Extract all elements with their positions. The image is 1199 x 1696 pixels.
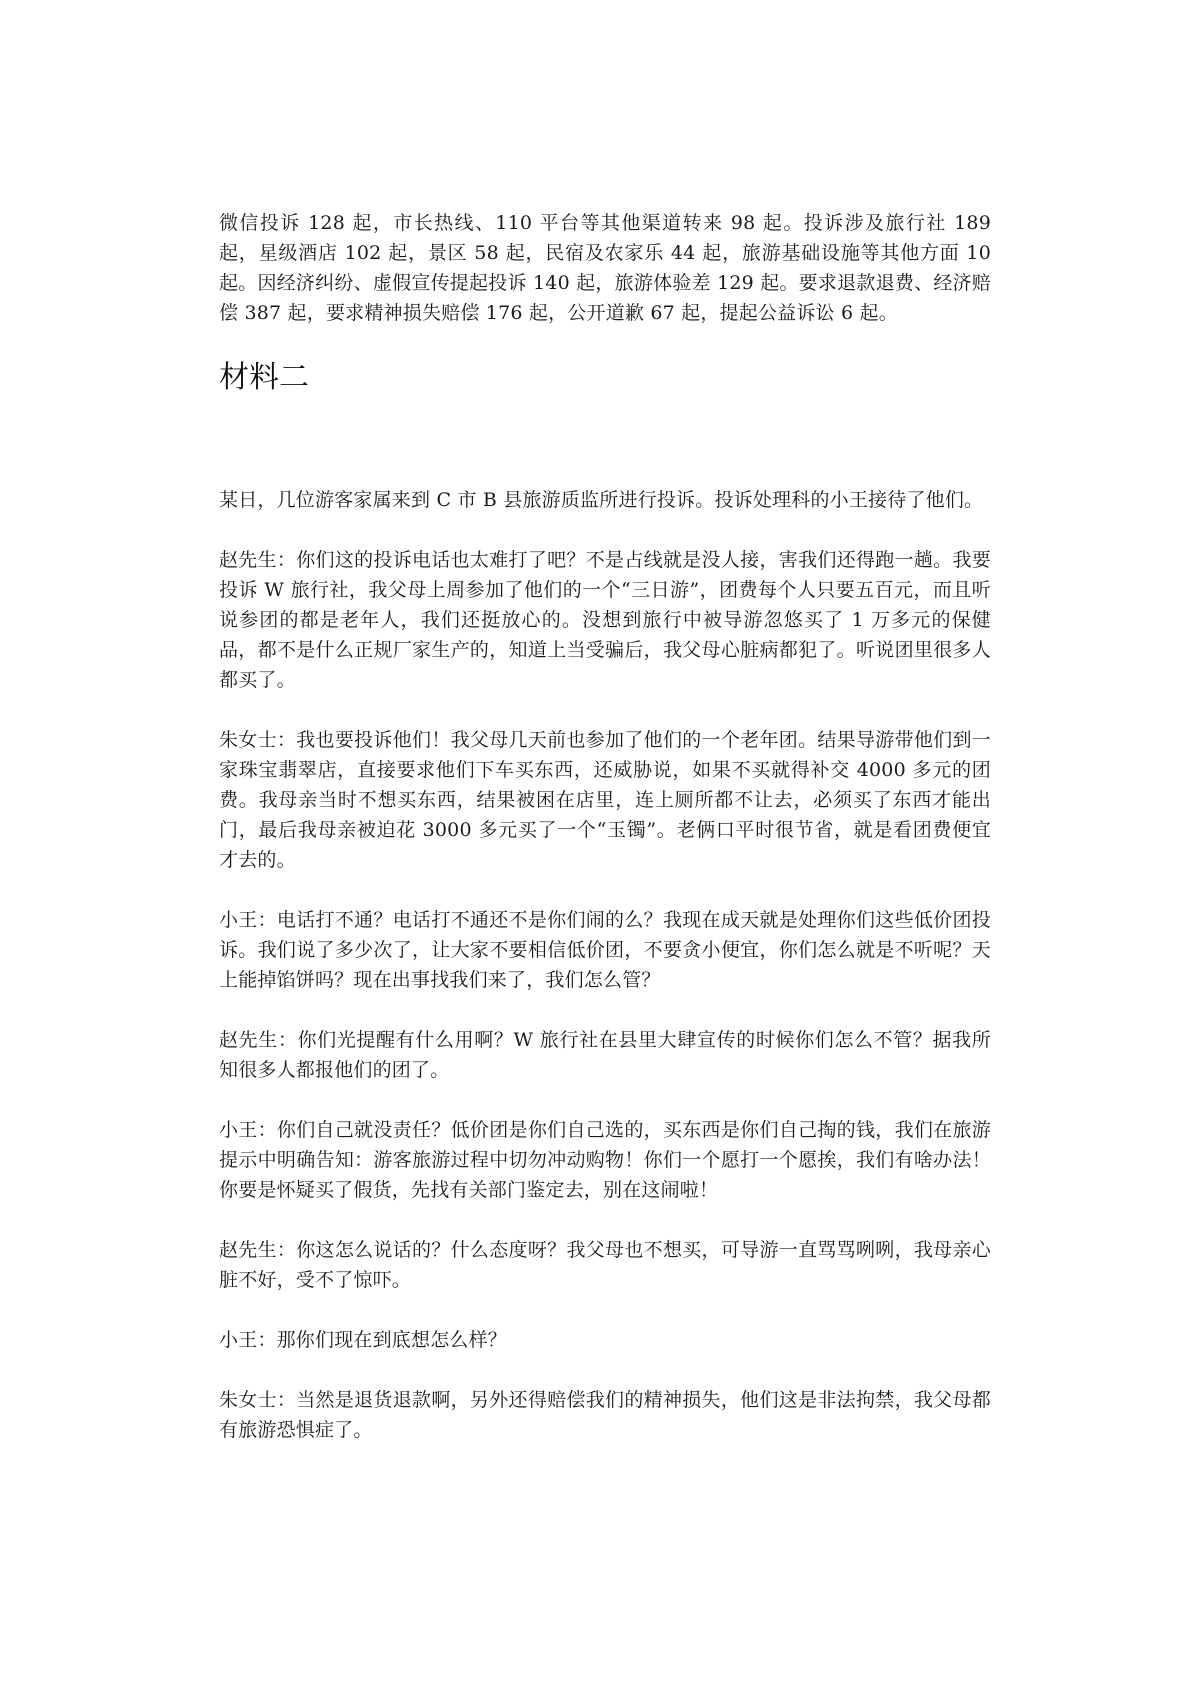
document-body (219, 208, 991, 1445)
dialogue-paragraph: 小王：那你们现在到底想怎么样？ (219, 1329, 508, 1351)
dialogue-paragraph: 小王：你们自己就没责任？低价团是你们自己选的，买东西是你们自己掏的钱，我们在旅游提示中明确告知：游客旅游过程中切勿冲动购物！你们一个愿打一个愿挨，我们有啥办法！你要是怀疑买了假货，先找有关部门鉴定去，别在这闹啦！ (219, 1119, 991, 1201)
dialogue-paragraph: 赵先生：你们这的投诉电话也太难打了吧？不是占线就是没人接，害我们还得跑一趟。我要投诉 W 旅行社，我父母上周参加了他们的一个“三日游”，团费每个人只要五百元，而且听说参团的都是老年人，我们还挺放心的。没想到旅行中被导游忽悠买了 1 万多元的保健品，都不是什么正规厂家生产的，知道上当受骗后，我父母心脏病都犯了。听说团里很多人都买了。 (219, 549, 991, 691)
dialogue-paragraph: 小王：电话打不通？电话打不通还不是你们闹的么？我现在成天就是处理你们这些低价团投诉。我们说了多少次了，让大家不要相信低价团，不要贪小便宜，你们怎么就是不听呢？天上能掉馅饼吗？现在出事找我们来了，我们怎么管？ (219, 909, 991, 991)
section-heading: 材料二 (219, 360, 309, 395)
dialogue-paragraph: 赵先生：你们光提醒有什么用啊？W 旅行社在县里大肆宣传的时候你们怎么不管？据我所知很多人都报他们的团了。 (219, 1029, 991, 1081)
dialogue-paragraph: 赵先生：你这怎么说话的？什么态度呀？我父母也不想买，可导游一直骂骂咧咧，我母亲心脏不好，受不了惊吓。 (219, 1239, 991, 1291)
dialogue-paragraph: 朱女士：当然是退货退款啊，另外还得赔偿我们的精神损失，他们这是非法拘禁，我父母都有旅游恐惧症了。 (219, 1389, 991, 1441)
dialogue-paragraph: 朱女士：我也要投诉他们！我父母几天前也参加了他们的一个老年团。结果导游带他们到一家珠宝翡翠店，直接要求他们下车买东西，还威胁说，如果不买就得补交 4000 多元的团费。我母亲当时不想买东西，结果被困在店里，连上厕所都不让去，必须买了东西才能出门，最后我母亲被迫花 3000 多元买了一个“玉镯”。老俩口平时很节省，就是看团费便宜才去的。 (219, 729, 991, 871)
paragraph-opening: 某日，几位游客家属来到 C 市 B 县旅游质监所进行投诉。投诉处理科的小王接待了他们。 (219, 489, 984, 511)
intro-paragraph: 微信投诉 128 起，市长热线、110 平台等其他渠道转来 98 起。投诉涉及旅行社 189 起，星级酒店 102 起，景区 58 起，民宿及农家乐 44 起，旅游基础设施等其他方面 10 起。因经济纠纷、虚假宣传提起投诉 140 起，旅游体验差 129 起。要求退款退费、经济赔偿 387 起，要求精神损失赔偿 176 起，公开道歉 67 起，提起公益诉讼 6 起。 (219, 212, 991, 324)
